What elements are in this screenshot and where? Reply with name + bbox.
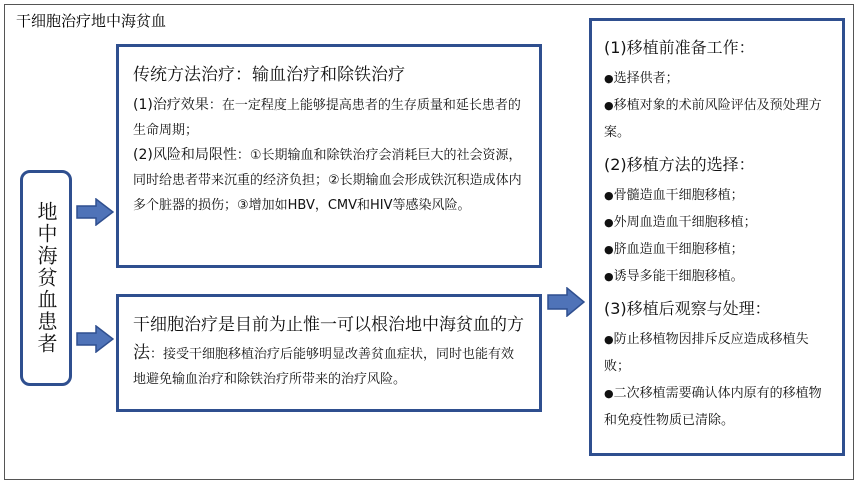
effect-label: (1)治疗效果 (133, 97, 209, 113)
transplant-item (604, 263, 830, 290)
figure-title: 干细胞治疗地中海贫血 (16, 12, 167, 30)
traditional-treatment-box (116, 44, 542, 268)
transplant-list (604, 35, 830, 434)
transplant-item-text: 防止移植物因排斥反应造成移植失败； (604, 332, 809, 374)
bullet-icon: ● (604, 99, 614, 112)
transplant-item-text: 骨髓造血干细胞移植； (613, 188, 744, 203)
bullet-icon: ● (604, 270, 614, 283)
arrow-to-transplant (547, 287, 585, 317)
transplant-item (604, 182, 830, 209)
transplant-section-title: (1)移植前准备工作： (604, 38, 755, 57)
transplant-item (604, 209, 830, 236)
bullet-icon: ● (604, 333, 614, 346)
transplant-item-text: 外周血造血干细胞移植； (613, 215, 757, 230)
stemcell-box (116, 294, 542, 412)
arrow-to-stemcell (76, 325, 114, 353)
transplant-item-text: 选择供者； (613, 71, 679, 86)
transplant-item (604, 65, 830, 92)
transplant-item-text: 二次移植需要确认体内原有的移植物和免疫性物质已清除。 (604, 386, 822, 428)
stemcell-paragraph (133, 311, 525, 392)
stemcell-heading: 干细胞治疗是目前为止惟一可以根治地中海贫血的方法 (133, 315, 524, 363)
stemcell-text: ：接受干细胞移植治疗后能够明显改善贫血症状，同时也能有效地避免输血治疗和除铁治疗所带来的治疗风险。 (133, 347, 515, 387)
bullet-icon: ● (604, 72, 614, 85)
bullet-icon: ● (604, 216, 614, 229)
transplant-item (604, 236, 830, 263)
transplant-item (604, 92, 830, 146)
transplant-item (604, 380, 830, 434)
treatment-effect (133, 93, 525, 143)
risk-text: ：①长期输血和除铁治疗会消耗巨大的社会资源，同时给患者带来沉重的经济负担；②长期输血会形成铁沉积造成体内多个脏器的损伤；③增加如HBV，CMV和HIV等感染风险。 (133, 148, 522, 213)
arrow-to-traditional (76, 198, 114, 226)
transplant-item-text: 脐血造血干细胞移植； (613, 242, 744, 257)
transplant-box (589, 18, 845, 456)
bullet-icon: ● (604, 387, 614, 400)
transplant-item-text: 移植对象的术前风险评估及预处理方案。 (604, 98, 822, 140)
transplant-item-text: 诱导多能干细胞移植。 (613, 269, 744, 284)
transplant-section-title: (2)移植方法的选择： (604, 155, 755, 174)
risk-label: (2)风险和局限性 (133, 147, 237, 163)
traditional-heading: 传统方法治疗：输血治疗和除铁治疗 (133, 65, 405, 85)
patient-box (20, 170, 72, 386)
patient-label: 地中海贫血患者 (34, 201, 58, 355)
transplant-section-title: (3)移植后观察与处理： (604, 299, 771, 318)
bullet-icon: ● (604, 243, 614, 256)
effect-text: ：在一定程度上能够提高患者的生存质量和延长患者的生命周期； (133, 98, 521, 138)
bullet-icon: ● (604, 189, 614, 202)
transplant-item (604, 326, 830, 380)
treatment-risk (133, 143, 525, 218)
